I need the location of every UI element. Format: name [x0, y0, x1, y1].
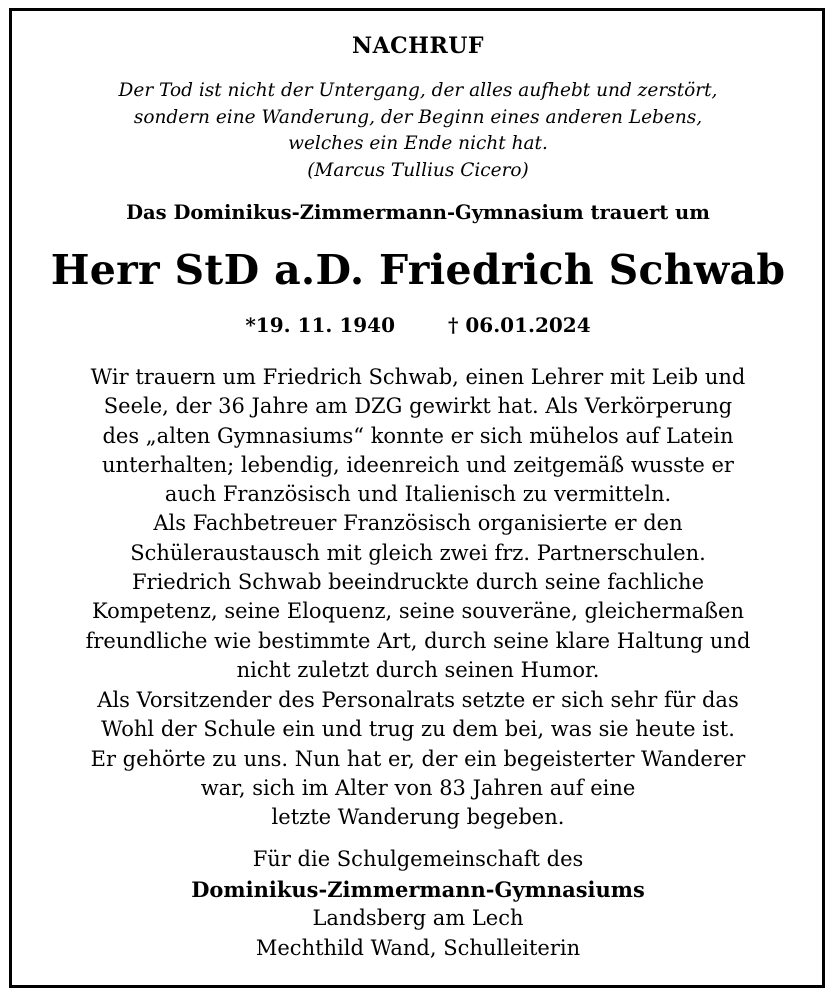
signatory: Mechthild Wand, Schulleiterin: [255, 935, 581, 960]
text-line: Wir trauern um Friedrich Schwab, einen Lehrer mit Leib und: [90, 365, 746, 389]
cicero-quote: [0, 78, 836, 184]
text-line: letzte Wanderung begeben.: [271, 805, 565, 830]
death-date: † 06.01.2024: [447, 313, 591, 337]
text-line: Wohl der Schule ein und trug zu dem bei, was sie heute ist.: [101, 717, 735, 742]
text-line: Schüleraustausch mit gleich zwei frz. Partnerschulen.: [130, 540, 706, 565]
signature-line: Für die Schulgemeinschaft des: [252, 847, 584, 871]
text-line: des „alten Gymnasiums“ konnte er sich mühelos auf Latein: [102, 423, 734, 448]
text-line: nicht zuletzt durch seinen Humor.: [236, 657, 600, 682]
text-line: auch Französisch und Italienisch zu vermitteln.: [164, 482, 672, 507]
birth-date: *19. 11. 1940: [245, 313, 395, 337]
text-line: war, sich im Alter von 83 Jahren auf eine: [200, 775, 636, 800]
life-dates: [0, 313, 836, 337]
intro-line: Das Dominikus-Zimmermann-Gymnasium trauert um: [126, 201, 710, 224]
quote-line: welches ein Ende nicht hat.: [288, 133, 548, 154]
text-line: Seele, der 36 Jahre am DZG gewirkt hat. Als Verkörperung: [103, 394, 733, 419]
tribute-paragraph-2: [0, 686, 836, 832]
school-location: Landsberg am Lech: [312, 906, 524, 930]
quote-attribution: (Marcus Tullius Cicero): [307, 159, 529, 181]
quote-line: sondern eine Wanderung, der Beginn eines anderen Lebens,: [133, 106, 703, 128]
signature-block: [0, 845, 836, 963]
school-name: Dominikus-Zimmermann-Gymnasiums: [191, 876, 645, 902]
text-line: freundliche wie bestimmte Art, durch seine klare Haltung und: [85, 628, 751, 653]
deceased-name: Herr StD a.D. Friedrich Schwab: [50, 246, 786, 294]
text-line: Friedrich Schwab beeindruckte durch seine fachliche: [131, 570, 704, 595]
quote-line: Der Tod ist nicht der Untergang, der alles aufhebt und zerstört,: [118, 80, 718, 101]
text-line: Kompetenz, seine Eloquenz, seine souveräne, gleichermaßen: [91, 599, 745, 624]
tribute-paragraph-1: [0, 363, 836, 685]
text-line: Als Fachbetreuer Französisch organisierte er den: [153, 511, 683, 536]
notice-heading: NACHRUF: [351, 33, 485, 59]
text-line: Er gehörte zu uns. Nun hat er, der ein begeisterter Wanderer: [90, 746, 746, 771]
text-line: Als Vorsitzender des Personalrats setzte er sich sehr für das: [97, 688, 739, 712]
text-line: unterhalten; lebendig, ideenreich und zeitgemäß wusste er: [102, 452, 734, 477]
